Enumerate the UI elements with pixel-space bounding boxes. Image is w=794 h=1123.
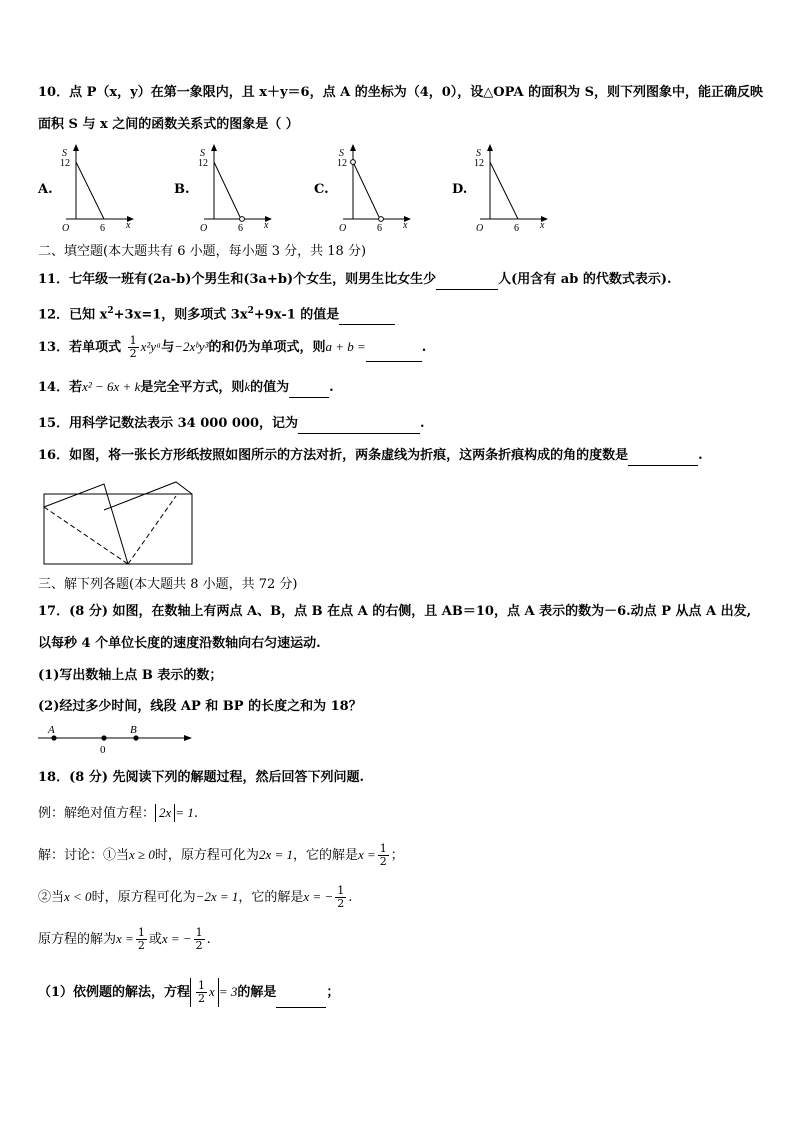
q15-end: . [420, 416, 425, 431]
q18-sol2-ans: x = − [303, 889, 334, 904]
q18-sol1-eq: 2x = 1 [258, 847, 293, 862]
graph-d-x-label: x [540, 220, 545, 231]
q13-monomial1: x²yᵃ [140, 339, 162, 354]
q18-sol2-cond: x < 0 [64, 889, 92, 904]
q16-end: . [698, 448, 703, 463]
q13-end: . [421, 340, 427, 355]
q18-sol3-frac2: $\frac{1}{2}$ [195, 926, 203, 952]
graph-b-x-tick: 6 [238, 223, 243, 234]
q12-sup2: 2 [247, 306, 254, 316]
q11-text: 11．七年级一班有(2a-b)个男生和(3a+b)个女生，则男生比女生少 [38, 272, 437, 287]
q17-line1: 17．(8 分) 如图，在数轴上有两点 A、B，点 B 在点 A 的右侧，且 AB＝10，点 A 表示的数为－6.动点 P 从点 A 出发, [38, 604, 752, 619]
number-line-label-zero: 0 [100, 744, 106, 756]
q12 [38, 302, 395, 325]
q12-prefix: 12．已知 x [38, 307, 108, 323]
q14-end: . [329, 380, 334, 395]
graph-b-y-label: S [200, 148, 205, 159]
q14-expr: x² − 6x + k [82, 379, 141, 394]
q18-sol3-prefix: 原方程的解为 [38, 932, 117, 947]
graph-c-x-tick: 6 [377, 223, 382, 234]
q12-mid: +3x=1，则多项式 3x [113, 307, 248, 323]
q18-part1-abs: $\frac{1}{2}$ x [190, 978, 219, 1007]
q18-sol2-prefix: ②当 [38, 890, 65, 905]
q18-sol1-end: ； [390, 848, 404, 863]
graph-c-y-label: S [339, 148, 344, 159]
q11-blank [436, 271, 498, 290]
folded-paper-figure [40, 478, 200, 570]
graph-a-y-label: S [62, 148, 67, 159]
q18-sol2-mid: 时，原方程可化为 [91, 890, 196, 905]
q18-sol3-ans2: x = − [161, 931, 192, 946]
q18-part1-blank [276, 979, 326, 1008]
graph-d-origin: O [476, 223, 484, 234]
q14 [38, 378, 334, 398]
q13 [38, 334, 426, 362]
graph-c-y-tick: 12 [337, 158, 347, 169]
q18-sol1-cond: x ≥ 0 [129, 847, 155, 862]
graph-b [196, 142, 281, 234]
q11 [38, 271, 672, 290]
q18-sol2-frac: $\frac{1}{2}$ [337, 884, 345, 910]
q18-part1 [38, 978, 339, 1008]
q18-sol3-end: . [206, 932, 211, 947]
q14-mid: 是完全平方式，则 [140, 380, 245, 395]
q13-tail: 的和仍为单项式，则 [208, 340, 326, 355]
graph-c-x-label: x [403, 220, 408, 231]
q18-part1-prefix: （1）依例题的解法，方程 [38, 985, 191, 1000]
q13-fraction: $\frac{1}{2}$ [129, 334, 137, 360]
graph-b-x-label: x [264, 220, 269, 231]
q17-part1: (1)写出数轴上点 B 表示的数； [38, 668, 223, 683]
q18-sol2-tail: ，它的解是 [238, 890, 304, 905]
q13-blank [366, 335, 422, 362]
graph-c [335, 142, 420, 234]
q18-part1-rhs: = 3 [218, 984, 238, 999]
q12-sup1: 2 [107, 306, 114, 316]
q18-example-prefix: 例：解绝对值方程： [38, 806, 156, 821]
q12-tail: +9x-1 的值是 [253, 307, 340, 323]
q15 [38, 415, 425, 434]
q16 [38, 447, 703, 466]
q18-sol1-mid: 时，原方程可化为 [154, 848, 259, 863]
option-d-label: D. [452, 182, 468, 197]
q10-line1: 10．点 P（x，y）在第一象限内，且 x＋y＝6，点 A 的坐标为（4，0），设△OPA 的面积为 S，则下列图象中，能正确反映 [38, 85, 763, 100]
graph-d [472, 142, 557, 234]
q13-and: 与 [161, 340, 175, 355]
q14-var: k [244, 379, 251, 394]
q18-sol3-or: 或 [148, 932, 162, 947]
q18-part1-tail: 的解是 [237, 985, 277, 1000]
q17-line2: 以每秒 4 个单位长度的速度沿数轴向右匀速运动. [38, 636, 321, 651]
q18-example-rhs: = 1 [175, 805, 194, 820]
section2-title: 二、填空题(本大题共有 6 小题，每小题 3 分，共 18 分) [38, 244, 367, 259]
graph-d-x-tick: 6 [514, 223, 519, 234]
q18-example-abs: 2x [155, 804, 175, 822]
q15-text: 15．用科学记数法表示 34 000 000，记为 [38, 416, 299, 431]
q18-sol1-prefix: 解：讨论：①当 [38, 848, 130, 863]
graph-a-x-label: x [126, 220, 131, 231]
graph-d-y-label: S [476, 148, 481, 159]
graph-a-y-tick: 12 [60, 158, 70, 169]
q11-tail: 人(用含有 ab 的代数式表示). [498, 272, 672, 287]
graph-a-x-tick: 6 [100, 223, 105, 234]
q13-monomial2: −2xᵇy³ [174, 339, 209, 354]
q18-sol2-eq: −2x = 1 [195, 889, 239, 904]
q18-example-end: . [193, 806, 198, 821]
graph-c-origin: O [339, 223, 347, 234]
q18-example [38, 804, 198, 823]
q18-intro: 18．(8 分) 先阅读下列的解题过程，然后回答下列问题. [38, 770, 365, 785]
q18-solution2 [38, 884, 352, 911]
graph-a [58, 142, 143, 234]
q18-sol3-ans1: x = [116, 931, 134, 946]
graph-b-origin: O [200, 223, 208, 234]
q14-prefix: 14．若 [38, 380, 83, 395]
number-line-label-b: B [130, 724, 137, 736]
q18-sol1-frac: $\frac{1}{2}$ [379, 842, 387, 868]
number-line-label-a: A [48, 724, 55, 736]
option-c-label: C. [314, 182, 329, 197]
option-a-label: A. [38, 182, 53, 197]
q17-part2: (2)经过多少时间，线段 AP 和 BP 的长度之和为 18？ [38, 699, 362, 714]
q12-blank [339, 306, 395, 325]
graph-d-y-tick: 12 [474, 158, 484, 169]
section3-title: 三、解下列各题(本大题共 8 小题，共 72 分) [38, 577, 298, 592]
q18-sol1-tail: ，它的解是 [292, 848, 358, 863]
q18-sol1-ans: x = [358, 847, 376, 862]
number-line [36, 722, 196, 756]
graph-a-origin: O [62, 223, 70, 234]
q10-line2: 面积 S 与 x 之间的函数关系式的图象是（ ） [38, 117, 299, 132]
q18-sol3-frac1: $\frac{1}{2}$ [137, 926, 145, 952]
q18-sol2-end: . [348, 890, 353, 905]
q14-tail: 的值为 [250, 380, 290, 395]
q18-solution3 [38, 926, 211, 953]
q13-prefix: 13．若单项式 [38, 340, 122, 355]
q18-solution1 [38, 842, 404, 869]
option-b-label: B. [174, 182, 190, 197]
q13-expr: a + b = [325, 339, 366, 354]
q15-blank [298, 415, 420, 434]
graph-b-y-tick: 12 [198, 158, 208, 169]
q16-blank [628, 447, 698, 466]
q16-text: 16．如图，将一张长方形纸按照如图所示的方法对折，两条虚线为折痕，这两条折痕构成的角的度数是 [38, 448, 629, 463]
q18-part1-end: ； [326, 985, 340, 1000]
q14-blank [289, 379, 329, 398]
